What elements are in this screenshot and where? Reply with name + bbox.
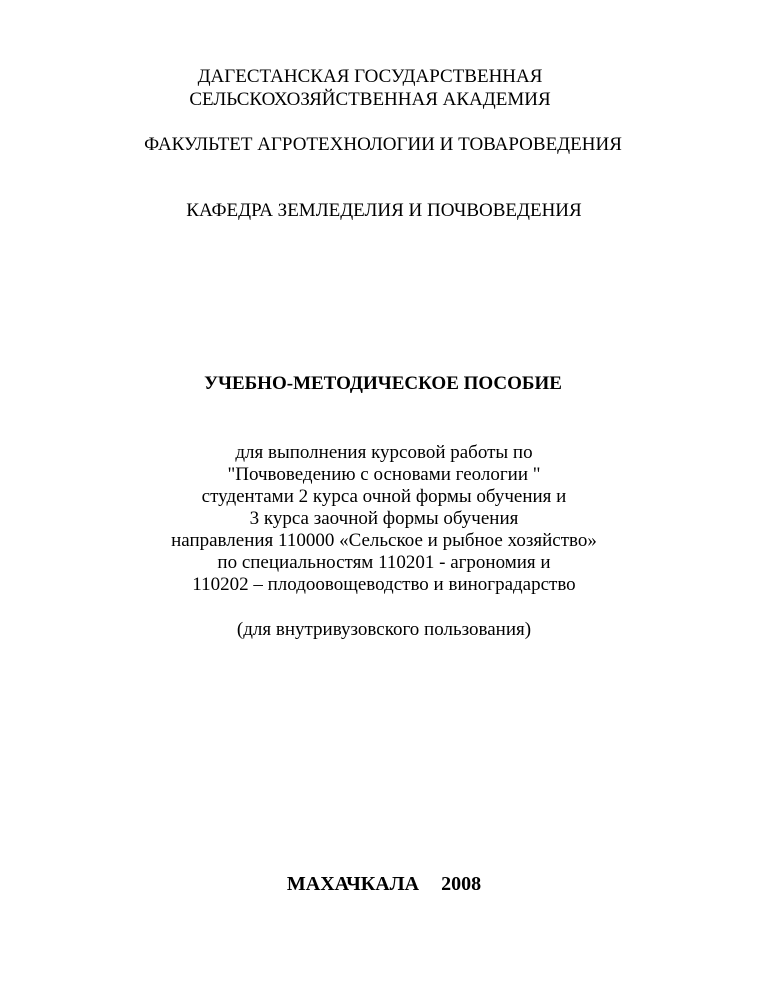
publication-year: 2008 xyxy=(441,873,482,895)
faculty-name: ФАКУЛЬТЕТ АГРОТЕХНОЛОГИИ И ТОВАРОВЕДЕНИЯ xyxy=(144,134,622,155)
description-line-3: студентами 2 курса очной формы обучения и xyxy=(201,486,567,507)
description-line-5: направления 110000 «Сельское и рыбное хозяйство» xyxy=(171,530,597,551)
usage-note: (для внутривузовского пользования) xyxy=(236,619,532,640)
description-line-1: для выполнения курсовой работы по xyxy=(235,442,533,463)
institution-line-1: ДАГЕСТАНСКАЯ ГОСУДАРСТВЕННАЯ xyxy=(197,66,543,87)
description-line-2: "Почвоведению с основами геологии " xyxy=(227,464,541,485)
description-line-4: 3 курса заочной формы обучения xyxy=(249,508,519,529)
description-line-6: по специальностям 110201 - агрономия и xyxy=(217,552,551,573)
document-title: УЧЕБНО-МЕТОДИЧЕСКОЕ ПОСОБИЕ xyxy=(204,373,562,394)
department-name: КАФЕДРА ЗЕМЛЕДЕЛИЯ И ПОЧВОВЕДЕНИЯ xyxy=(186,200,582,221)
description-line-7: 110202 – плодоовощеводство и виноградарство xyxy=(192,574,576,595)
publication-city: МАХАЧКАЛА xyxy=(286,873,420,895)
institution-line-2: СЕЛЬСКОХОЗЯЙСТВЕННАЯ АКАДЕМИЯ xyxy=(189,89,551,110)
publication-footer xyxy=(0,873,768,895)
